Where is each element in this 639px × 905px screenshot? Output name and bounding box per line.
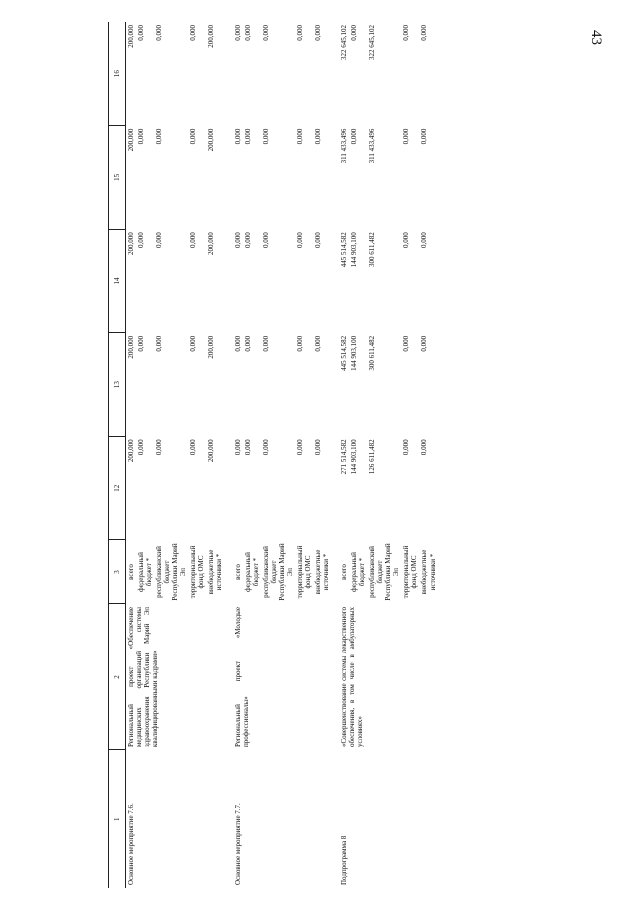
measure-name-cell: Региональный проект «Обеспечение медицинских организаций системы здравоохранения Республики Марий Эл квалифицированными кадрами» xyxy=(127,607,160,747)
value-cell: 0,000 xyxy=(155,335,164,352)
column-header: 15 xyxy=(109,126,126,230)
value-cell: 0,000 xyxy=(233,335,242,352)
column-header: 14 xyxy=(109,229,126,333)
value-cell: 0,000 xyxy=(261,439,270,456)
funding-source-cell: федеральный бюджет * xyxy=(137,552,154,592)
value-cell: 445 514,582 xyxy=(340,335,349,371)
funding-source-cell: территориальный фонд ОМС xyxy=(402,545,419,599)
funding-source-cell: республиканский бюджет Республики Марий Эл xyxy=(368,543,401,601)
value-cell: 0,000 xyxy=(313,25,322,41)
page-number: 43 xyxy=(588,30,604,45)
value-cell: 200,000 xyxy=(207,128,216,152)
value-cell: 144 903,100 xyxy=(350,439,359,475)
value-cell: 0,000 xyxy=(189,25,198,41)
value-cell: 0,000 xyxy=(420,232,429,248)
value-cell: 0,000 xyxy=(189,128,198,145)
funding-source-cell: внебюджетные источники * xyxy=(313,549,330,595)
value-cell: 0,000 xyxy=(402,232,411,248)
value-cell: 271 514,582 xyxy=(340,439,349,475)
value-cell: 0,000 xyxy=(261,232,270,248)
value-cell: 0,000 xyxy=(295,232,304,248)
funding-source-cell: республиканский бюджет Республики Марий Эл xyxy=(155,543,188,601)
value-cell: 0,000 xyxy=(295,439,304,456)
measure-name-cell: Региональный проект «Молодые профессионалы» xyxy=(233,607,250,747)
value-cell: 0,000 xyxy=(313,232,322,248)
value-cell: 200,000 xyxy=(127,439,135,463)
funding-source-cell: всего xyxy=(340,564,349,580)
value-cell: 0,000 xyxy=(402,439,411,456)
value-cell: 200,000 xyxy=(127,25,135,48)
value-cell: 0,000 xyxy=(243,232,252,248)
value-cell: 144 903,100 xyxy=(350,232,359,268)
table-row xyxy=(339,22,349,888)
value-cell: 0,000 xyxy=(402,25,411,41)
value-cell: 322 645,102 xyxy=(340,25,349,60)
group-spacer xyxy=(225,22,233,888)
value-cell: 0,000 xyxy=(189,439,198,456)
column-header: 1 xyxy=(109,750,126,888)
value-cell: 0,000 xyxy=(261,335,270,352)
funding-source-cell: всего xyxy=(127,564,135,580)
value-cell: 0,000 xyxy=(295,335,304,352)
value-cell: 0,000 xyxy=(243,335,252,352)
value-cell: 0,000 xyxy=(233,232,242,248)
value-cell: 300 611,482 xyxy=(368,232,377,267)
value-cell: 200,000 xyxy=(127,335,135,359)
column-header: 2 xyxy=(109,604,126,750)
value-cell: 0,000 xyxy=(189,232,198,248)
column-header: 16 xyxy=(109,22,126,126)
value-cell: 0,000 xyxy=(313,335,322,352)
value-cell: 0,000 xyxy=(243,25,252,41)
measure-name-cell: «Совершенствование системы лекарственного обеспечения, в том числе в амбулаторных условиях» xyxy=(340,607,365,747)
value-cell: 0,000 xyxy=(402,128,411,145)
value-cell: 0,000 xyxy=(295,128,304,145)
value-cell: 0,000 xyxy=(420,335,429,352)
funding-source-cell: территориальный фонд ОМС xyxy=(295,545,312,599)
funding-source-cell: всего xyxy=(233,564,242,580)
value-cell: 200,000 xyxy=(207,232,216,255)
funding-source-cell: республиканский бюджет Республики Марий Эл xyxy=(261,543,294,601)
value-cell: 0,000 xyxy=(155,128,164,145)
value-cell: 0,000 xyxy=(420,439,429,456)
measure-code-cell: Основное мероприятие 7.6. xyxy=(127,803,135,885)
value-cell: 0,000 xyxy=(313,439,322,456)
value-cell: 0,000 xyxy=(243,439,252,456)
value-cell: 200,000 xyxy=(207,335,216,359)
measure-code-cell: Основное мероприятие 7.7. xyxy=(233,803,242,885)
value-cell: 0,000 xyxy=(137,128,146,145)
value-cell: 0,000 xyxy=(350,25,359,41)
value-cell: 445 514,582 xyxy=(340,232,349,268)
value-cell: 0,000 xyxy=(155,25,164,41)
table-row xyxy=(126,22,137,888)
value-cell: 0,000 xyxy=(295,25,304,41)
value-cell: 0,000 xyxy=(350,128,359,145)
value-cell: 0,000 xyxy=(233,25,242,41)
value-cell: 200,000 xyxy=(207,439,216,463)
budget-table xyxy=(108,22,438,888)
column-header: 12 xyxy=(109,436,126,540)
value-cell: 300 611,482 xyxy=(368,335,377,371)
funding-source-cell: внебюджетные источники * xyxy=(420,549,437,595)
value-cell: 311 433,496 xyxy=(368,128,377,164)
value-cell: 200,000 xyxy=(207,25,216,48)
group-spacer xyxy=(331,22,339,888)
value-cell: 200,000 xyxy=(127,232,135,255)
value-cell: 0,000 xyxy=(137,25,146,41)
spacer-cell xyxy=(225,22,233,888)
spacer-cell xyxy=(331,22,339,888)
value-cell: 0,000 xyxy=(189,335,198,352)
column-header: 13 xyxy=(109,333,126,437)
value-cell: 0,000 xyxy=(261,25,270,41)
table-body xyxy=(126,22,438,888)
value-cell: 0,000 xyxy=(420,25,429,41)
column-header: 3 xyxy=(109,540,126,604)
value-cell: 126 611,482 xyxy=(368,439,377,475)
value-cell: 0,000 xyxy=(243,128,252,145)
value-cell: 0,000 xyxy=(420,128,429,145)
value-cell: 0,000 xyxy=(233,439,242,456)
value-cell: 0,000 xyxy=(402,335,411,352)
value-cell: 0,000 xyxy=(261,128,270,145)
value-cell: 200,000 xyxy=(127,128,135,152)
funding-source-cell: территориальный фонд ОМС xyxy=(189,545,206,599)
measure-code-cell: Подпрограмма 8 xyxy=(340,835,349,885)
rotated-table-container xyxy=(108,22,622,888)
value-cell: 0,000 xyxy=(137,335,146,352)
funding-source-cell: федеральный бюджет * xyxy=(350,552,367,592)
table-row xyxy=(233,22,243,888)
value-cell: 0,000 xyxy=(313,128,322,145)
value-cell: 311 433,496 xyxy=(340,128,349,164)
value-cell: 0,000 xyxy=(137,232,146,248)
value-cell: 0,000 xyxy=(155,232,164,248)
table-header-row xyxy=(109,22,126,888)
funding-source-cell: федеральный бюджет * xyxy=(243,552,260,592)
value-cell: 0,000 xyxy=(137,439,146,456)
value-cell: 0,000 xyxy=(233,128,242,145)
value-cell: 144 903,100 xyxy=(350,335,359,371)
value-cell: 322 645,102 xyxy=(368,25,377,60)
value-cell: 0,000 xyxy=(155,439,164,456)
funding-source-cell: внебюджетные источники * xyxy=(207,549,224,595)
